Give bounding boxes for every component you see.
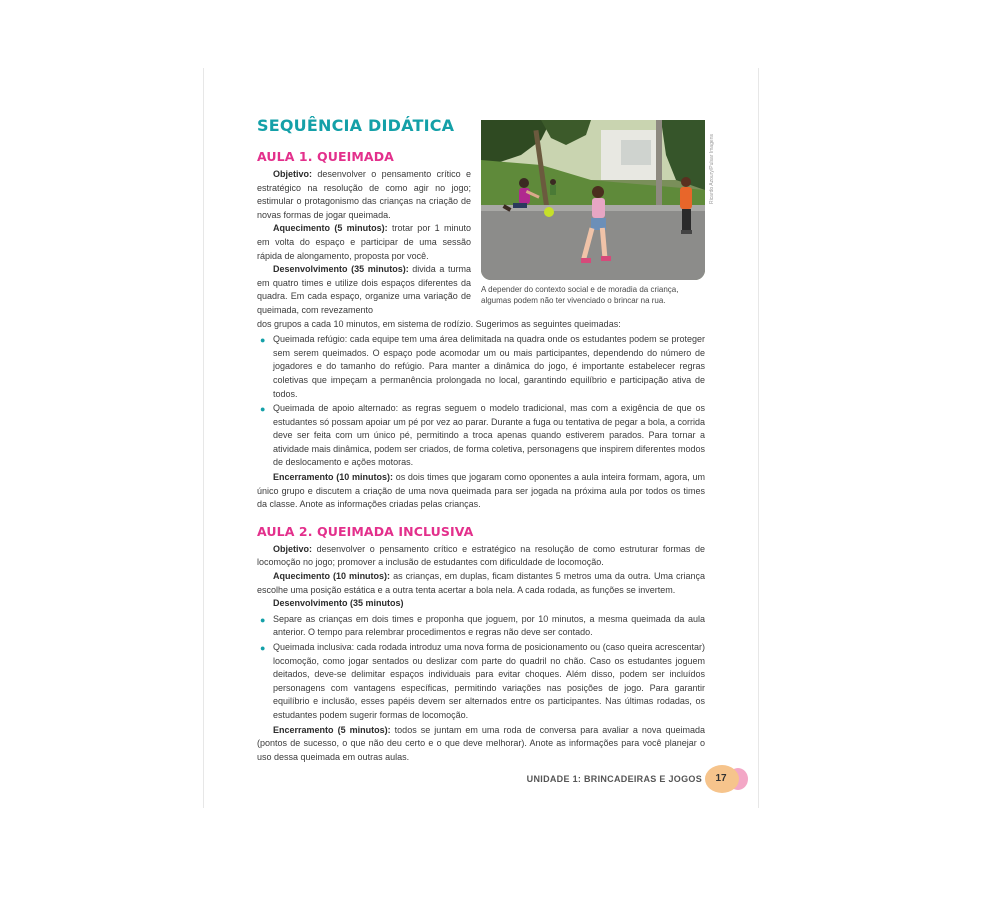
aula-2-objetivo: Objetivo: desenvolver o pensamento crítico e estratégico na resolução de como estruturar formas de locomoção no jogo; promover a inclusão de estudantes com dificuldade de locomoção. xyxy=(257,543,705,568)
aula-2-aquecimento: Aquecimento (10 minutos): as crianças, em duplas, ficam distantes 5 metros uma da outra. Uma criança escolhe uma posição estática e a outra tenta acertar a bola nela. A cada rodada, as funções se invertem. xyxy=(257,571,705,595)
aula-1-desenvolvimento: Desenvolvimento (35 minutos): divida a turma em quatro times e utilize dois espaços diferentes da quadra. Em cada espaço, organize uma variação de queimada, com revezamento xyxy=(257,264,471,315)
aula-1 xyxy=(257,149,705,764)
aula-1-title: AULA 1. QUEIMADA xyxy=(257,149,394,164)
aula-1-objetivo: Objetivo: desenvolver o pensamento crítico e estratégico na resolução de como agir no jogo; estimular o protagonismo das crianças na criação de novas formas de jogar queimada. xyxy=(257,169,471,220)
aula-1-desenvolvimento-cont: dos grupos a cada 10 minutos, em sistema de rodízio. Sugerimos as seguintes queimadas: xyxy=(257,318,621,329)
photo-caption: A depender do contexto social e de moradia da criança, algumas podem não ter vivenciado o brincar na rua. xyxy=(481,285,679,305)
list-item: ● Queimada refúgio: cada equipe tem uma área delimitada na quadra onde os estudantes podem se proteger sem serem queimados. O espaço pode acomodar um ou mais participantes, dependendo do número de jogadores e do tamanho do refúgio. Para manter a dinâmica do jogo, é importante estabelecer regras coletivas que impeçam a permanência prolongada no local, garantindo equilíbrio e participação ativa de todos. xyxy=(260,334,705,399)
aula-1-aquecimento: Aquecimento (5 minutos): trotar por 1 minuto em volta do espaço e participar de uma sessão rápida de alongamento, proposta por você. xyxy=(257,223,471,261)
left-page-edge xyxy=(203,68,204,808)
aula-1-encerramento: Encerramento (10 minutos): os dois times que jogaram como oponentes a aula inteira formam, agora, um único grupo e discutem a criação de uma nova queimada para ser jogada na próxima aula por todos os times da classe. Anote as informações criadas pelas crianças. xyxy=(257,472,705,510)
bullet-icon: ● xyxy=(260,614,266,625)
unit-label: UNIDADE 1: BRINCADEIRAS E JOGOS xyxy=(526,774,702,784)
bullet-icon: ● xyxy=(260,335,266,346)
section-title: SEQUÊNCIA DIDÁTICA xyxy=(257,116,455,135)
aula-2-desenvolvimento: Desenvolvimento (35 minutos) xyxy=(273,598,404,609)
page-number: 17 xyxy=(715,773,727,784)
list-item: ● Queimada inclusiva: cada rodada introduz uma nova forma de posicionamento ou (caso queira acrescentar) locomoção, como jogar sentados ou deslizar com parte do quadril no chão. Caso os estudantes joguem deitados, deve-se delimitar espaços individuais para evitar choques. Além disso, podem ser incluídos personagens com vantagens específicas, permitindo variações nas posições de jogo. Para garantir equilíbrio e inclusão, esses papéis devem ser alternados entre os participantes. Nas últimas rodadas, os estudantes podem sugerir formas de locomoção. xyxy=(260,642,705,720)
aula-2-bullet-list xyxy=(257,613,705,723)
photo-credit: Ricardo Azoury/Pulsar Imagens xyxy=(709,134,715,205)
aula-2-title: AULA 2. QUEIMADA INCLUSIVA xyxy=(257,523,474,539)
bullet-icon: ● xyxy=(260,404,266,415)
list-item: ● Queimada de apoio alternado: as regras seguem o modelo tradicional, mas com a exigência de que os estudantes só possam apoiar um pé por vez ao parar. Durante a fuga ou tentativa de pegar a bola, a corrida deve ser feita com um único pé, permitindo a troca apenas quando estiverem parados. Para tornar a atividade mais dinâmica, podem ser criados, de forma coletiva, personagens que inspirem diferentes modos de deslocamento e ações motoras. xyxy=(260,403,705,468)
page-footer xyxy=(526,764,748,794)
right-page-edge xyxy=(758,68,759,808)
list-item: ● Separe as crianças em dois times e proponha que joguem, por 10 minutos, a mesma queimada da aula anterior. O tempo para relembrar procedimentos e regras não deve ser contado. xyxy=(260,613,705,638)
aula-2-encerramento: Encerramento (5 minutos): todos se juntam em uma roda de conversa para avaliar a nova queimada (pontos de sucesso, o que não deu certo e o que deve melhorar). Anote as informações para você planejar o uso dessa queimada em outras aulas. xyxy=(257,724,705,762)
bullet-icon: ● xyxy=(260,643,266,653)
aula-1-bullet-list xyxy=(257,333,705,470)
